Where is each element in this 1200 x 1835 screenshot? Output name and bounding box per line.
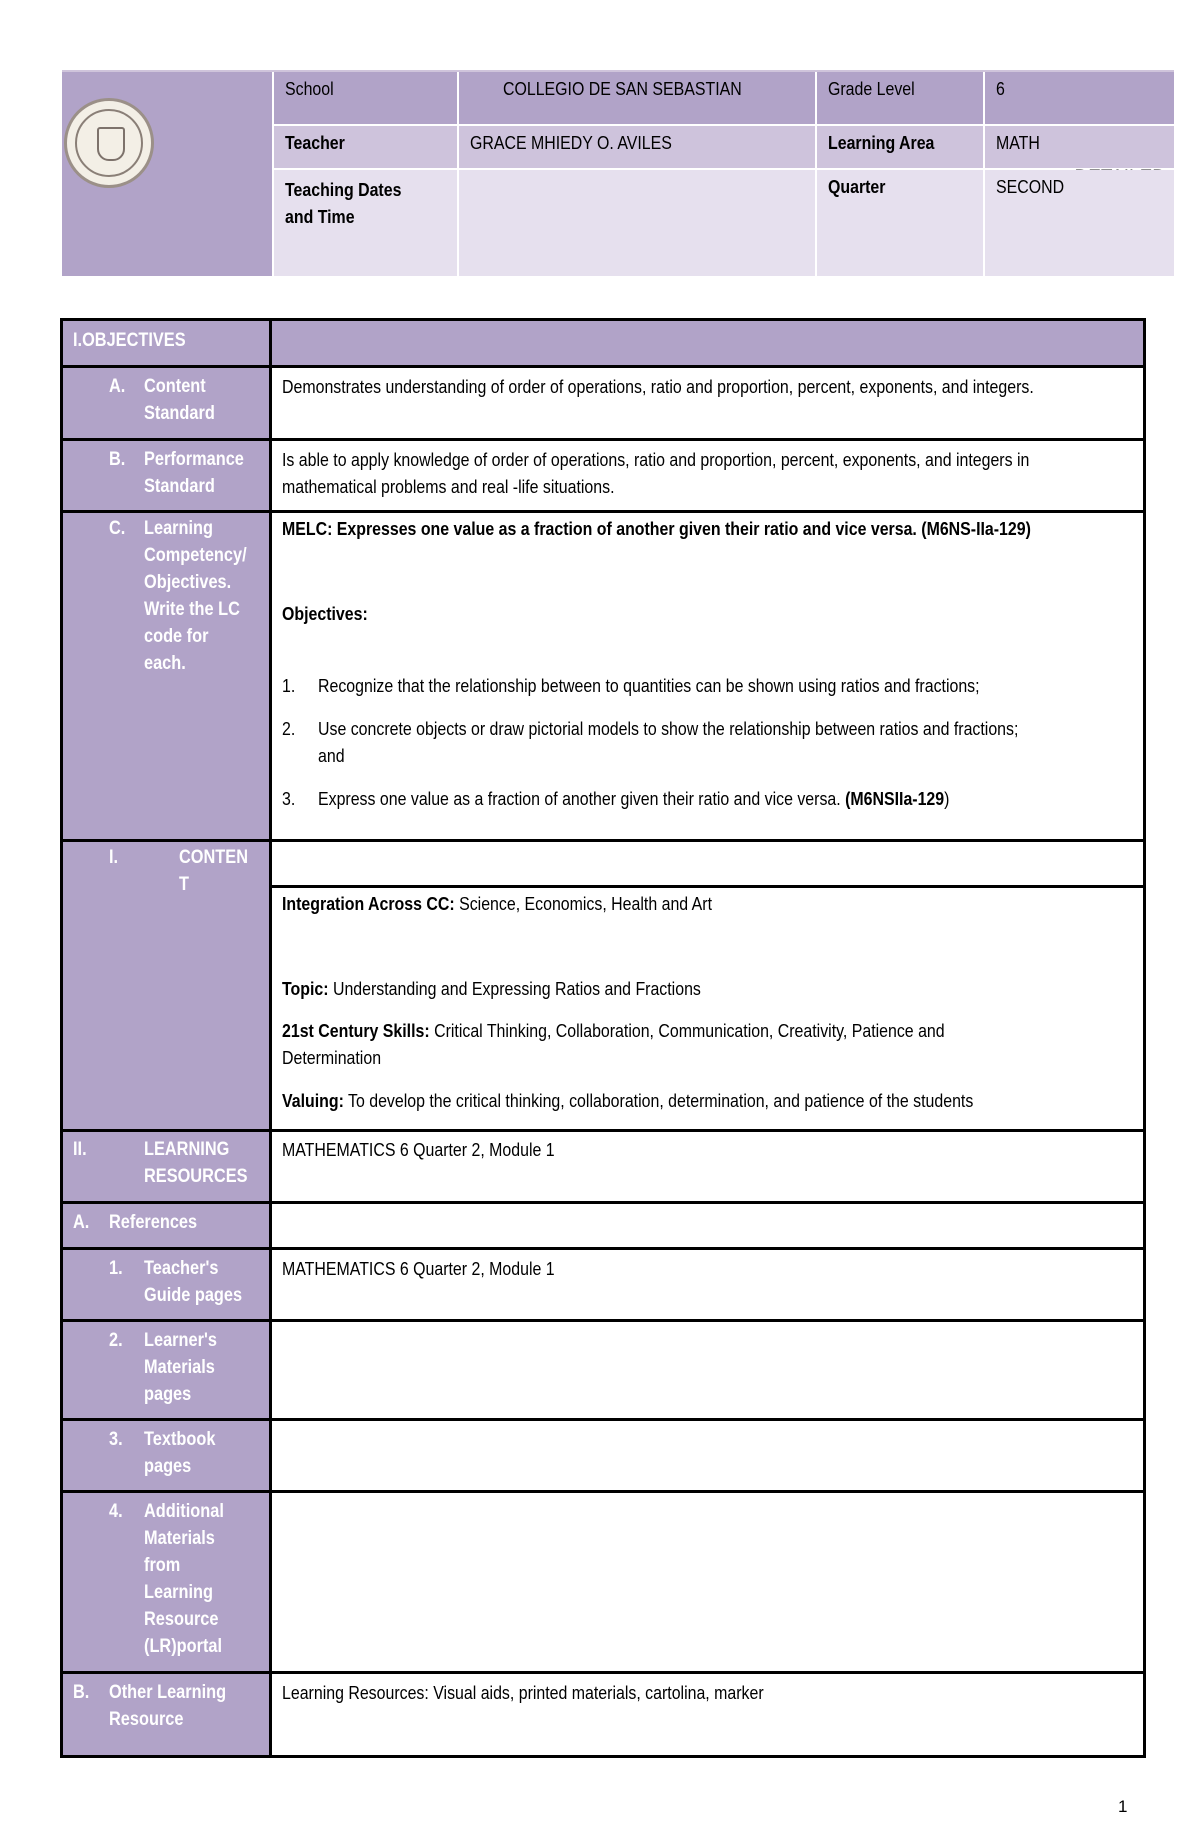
school-name: COLLEGIO DE SAN SEBASTIAN [503,78,742,99]
performance-standard-row [63,441,1143,513]
row-label [63,1132,272,1201]
row-value [272,441,1143,510]
teacher-label-cell [274,126,457,168]
skills-line-2: Determination [282,1047,382,1068]
objectives-heading-row [63,321,1143,368]
content-standard-row [63,368,1143,441]
label-line: code for [144,626,209,647]
row-value [272,1674,1143,1755]
row-value [272,368,1143,438]
item-number: B. [109,449,126,470]
label-line: each. [144,653,186,674]
additional-materials-row [63,1493,1143,1674]
school-seal-logo [64,98,154,188]
label-line: Content [144,376,206,397]
item-number: A. [73,1212,90,1233]
quarter-label: Quarter [828,176,886,197]
lesson-plan-header [62,70,1174,276]
label-line: Write the LC [144,599,240,620]
objective-number: 1. [282,675,296,696]
item-number: B. [73,1682,90,1703]
row-label [63,1421,272,1490]
content-standard-text: Demonstrates understanding of order of operations, ratio and proportion, percent, exponents, and integers. [282,376,1034,397]
label-line: Performance [144,449,244,470]
label-line: Teacher's [144,1258,219,1279]
label-line: Textbook [144,1429,216,1450]
grade-value-cell [985,72,1174,124]
row-value [272,1322,1143,1418]
quarter-value: SECOND [996,176,1065,197]
row-value [272,842,1143,1129]
objective-number: 3. [282,788,296,809]
label-line: Learner's [144,1330,217,1351]
lesson-plan-table [60,318,1146,1758]
label-line: Materials [144,1357,215,1378]
learning-area-label: Learning Area [828,132,935,153]
valuing-line [282,1087,973,1114]
row-label [63,1493,272,1671]
objective-code: (M6NSIIa-129 [845,788,945,809]
label-line: References [109,1212,198,1233]
quarter-label-cell [817,170,983,276]
objective-item [282,715,1132,769]
objectives-subheading: Objectives: [282,603,368,624]
cell-divider [272,885,1143,888]
teaching-dates-label: and Time [285,206,355,227]
label-line: pages [144,1456,192,1477]
label-line: Resource [109,1709,184,1730]
label-line: pages [144,1384,192,1405]
item-number: A. [109,376,126,397]
dates-label-cell [274,170,457,276]
row-label [63,1250,272,1319]
row-value [272,321,1143,365]
row-label [63,842,272,1129]
label-line: Standard [144,476,215,497]
label-line: (LR)portal [144,1636,223,1657]
label-line: CONTEN [179,847,249,868]
topic-line [282,975,701,1002]
row-label [63,1674,272,1755]
learning-competency-row [63,513,1143,842]
objective-item [282,785,1052,812]
integration-line [282,890,712,917]
label-line: Learning [144,518,214,539]
performance-standard-text: mathematical problems and real -life situations. [282,476,615,497]
label-line: Additional [144,1501,224,1522]
learners-materials-row [63,1322,1143,1421]
label-line: Competency/ [144,545,247,566]
row-value [272,1421,1143,1490]
teaching-dates-label: Teaching Dates [285,179,402,200]
row-value [272,1493,1143,1671]
label-line: from [144,1555,181,1576]
grade-label-cell [817,72,983,124]
label-line: RESOURCES [144,1166,248,1187]
valuing-label: Valuing: [282,1090,344,1111]
objective-text: Use concrete objects or draw pictorial models to show the relationship between ratios and fractions; [318,718,1019,739]
area-value-cell [985,126,1174,168]
page-number: 1 [1118,1797,1128,1816]
learning-resources-value: MATHEMATICS 6 Quarter 2, Module 1 [282,1139,555,1160]
item-number: 1. [109,1258,123,1279]
school-label-cell [274,72,457,124]
objective-text: Recognize that the relationship between to quantities can be shown using ratios and fractions; [318,675,980,696]
item-number: C. [109,518,126,539]
learning-area-value: MATH [996,132,1040,153]
objective-item [282,672,1087,699]
label-line: T [179,874,189,895]
performance-standard-text: Is able to apply knowledge of order of operations, ratio and proportion, percent, exponents, and integers in [282,449,1030,470]
item-number: II. [73,1139,87,1160]
label-line: Learning [144,1582,214,1603]
item-number: I. [109,847,119,868]
objective-text-main: Express one value as a fraction of another given their ratio and vice versa. [318,788,846,809]
teacher-value-cell [459,126,815,168]
content-row [63,842,1143,1132]
topic-label: Topic: [282,978,329,999]
school-label: School [285,78,334,99]
item-number: 4. [109,1501,123,1522]
label-line: Other Learning [109,1682,227,1703]
teacher-label: Teacher [285,132,345,153]
label-line: Objectives. [144,572,232,593]
objective-text: and [318,745,345,766]
textbook-row [63,1421,1143,1493]
row-value [272,1204,1143,1247]
skills-label: 21st Century Skills: [282,1020,430,1041]
objective-code-close: ) [944,788,950,809]
integration-label: Integration Across CC: [282,893,455,914]
row-value [272,1132,1143,1201]
references-row [63,1204,1143,1250]
teachers-guide-value: MATHEMATICS 6 Quarter 2, Module 1 [282,1258,555,1279]
integration-value: Science, Economics, Health and Art [454,893,713,914]
skills-line [282,1017,945,1044]
label-line: Resource [144,1609,219,1630]
quarter-value-cell [985,170,1174,276]
teachers-guide-row [63,1250,1143,1322]
label-line: Guide pages [144,1285,243,1306]
other-resource-row [63,1674,1143,1755]
row-label [63,513,272,839]
skills-value: Critical Thinking, Collaboration, Communication, Creativity, Patience and [429,1020,945,1041]
item-number: 3. [109,1429,123,1450]
label-line: Standard [144,403,215,424]
dates-value-cell [459,170,815,276]
item-number: 2. [109,1330,123,1351]
header-title-cell [62,72,272,276]
row-label [63,321,272,365]
objective-number: 2. [282,718,296,739]
school-value-cell [459,72,815,124]
teacher-name: GRACE MHIEDY O. AVILES [470,132,672,153]
row-label [63,1204,272,1247]
label-line: Materials [144,1528,215,1549]
grade-level-value: 6 [996,78,1005,99]
row-label [63,441,272,510]
area-label-cell [817,126,983,168]
objectives-heading: I.OBJECTIVES [73,330,186,351]
grade-level-label: Grade Level [828,78,915,99]
row-label [63,368,272,438]
row-value [272,513,1143,839]
label-line: LEARNING [144,1139,230,1160]
row-value [272,1250,1143,1319]
objective-text [318,785,949,812]
melc-text: MELC: Expresses one value as a fraction of another given their ratio and vice versa. (M6NS-IIa-129) [282,518,1031,539]
learning-resources-row [63,1132,1143,1204]
topic-value: Understanding and Expressing Ratios and Fractions [328,978,701,999]
valuing-value: To develop the critical thinking, collaboration, determination, and patience of the students [343,1090,974,1111]
row-label [63,1322,272,1418]
other-resource-value: Learning Resources: Visual aids, printed materials, cartolina, marker [282,1682,764,1703]
